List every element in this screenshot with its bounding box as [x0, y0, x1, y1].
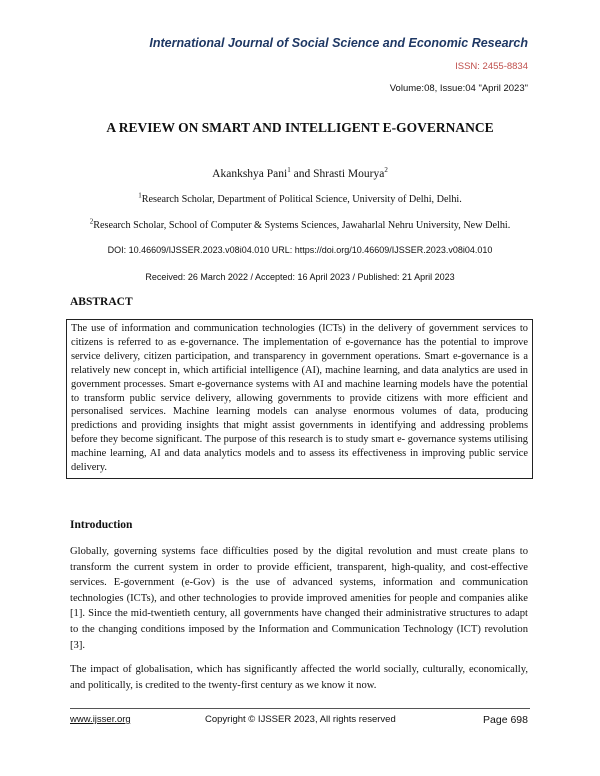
affiliation-1: [0, 191, 600, 205]
introduction-heading: Introduction: [70, 519, 133, 531]
author-line: [0, 168, 600, 180]
affiliation-2: [0, 217, 600, 231]
page-number: Page 698: [483, 714, 528, 726]
affiliation-text: Research Scholar, Department of Political Science, University of Delhi, Delhi.: [141, 194, 462, 205]
footer-divider: [70, 708, 530, 709]
doi-line: DOI: 10.46609/IJSSER.2023.v08i04.010 URL: https://doi.org/10.46609/IJSSER.2023.v08i04.010: [107, 245, 493, 255]
paper-title: A REVIEW ON SMART AND INTELLIGENT E-GOVERNANCE: [106, 120, 494, 135]
introduction-paragraph: Globally, governing systems face difficulties posed by the digital revolution and must create plans to transform the current system in order to provide efficient, transparent, high-quality, and cost-effective services. E-government (e-Gov) is the use of advanced systems, information and communication technologies (ICTs), and other technologies to provide improved amenities for people and companies alike [1]. Since the mid-twentieth century, all governments have changed their administrative structures to adapt to the changing conditions imposed by the Information and Communication Technology (ICT) revolution [3].: [70, 546, 528, 651]
author-superscript: 2: [384, 166, 388, 175]
abstract-heading: ABSTRACT: [70, 296, 133, 308]
author-name: Akankshya Pani: [212, 168, 288, 180]
abstract-box: [66, 319, 533, 479]
issn-label: ISSN: 2455-8834: [455, 61, 528, 72]
affiliation-text: Research Scholar, School of Computer & Systems Sciences, Jawaharlal Nehru University, New Delhi.: [93, 220, 511, 231]
affiliation-superscript: 1: [138, 191, 142, 200]
volume-issue-label: Volume:08, Issue:04 "April 2023": [389, 83, 528, 94]
affiliation-superscript: 2: [89, 217, 94, 226]
abstract-text: The use of information and communication technologies (ICTs) in the delivery of government services to citizens is referred to as e-governance. The implementation of e-governance has the potential to improve service delivery, citizen participation, and transparency in government operations. Smart e-governance is a relatively new concept in, which artificial intelligence (AI), machine learning, and data analytics are used in government processes. Smart e-governance systems with AI and machine learning models have the potential to transform public service delivery, allowing governments to provide citizens with more efficient and personalised services. Machine learning models can analyse enormous volumes of data, producing predictions and providing insights that might assist governments in identifying and addressing problems before they become significant. The purpose of this research is to study smart e- governance systems utilising machine learning, AI and data analytics models and to assess its effectiveness in improving public service delivery.: [71, 323, 528, 474]
journal-title: International Journal of Social Science and Economic Research: [149, 36, 528, 50]
footer-copyright: Copyright © IJSSER 2023, All rights reserved: [205, 714, 396, 725]
publication-dates: Received: 26 March 2022 / Accepted: 16 April 2023 / Published: 21 April 2023: [145, 272, 455, 282]
introduction-paragraph: The impact of globalisation, which has significantly affected the world socially, culturally, economically, and politically, is credited to the twenty-first century as we know it now.: [70, 664, 528, 691]
author-name: Shrasti Mourya: [313, 168, 385, 180]
author-conjunction: and: [293, 168, 311, 180]
author-superscript: 1: [287, 166, 291, 175]
footer-website-link[interactable]: www.ijsser.org: [70, 714, 131, 725]
